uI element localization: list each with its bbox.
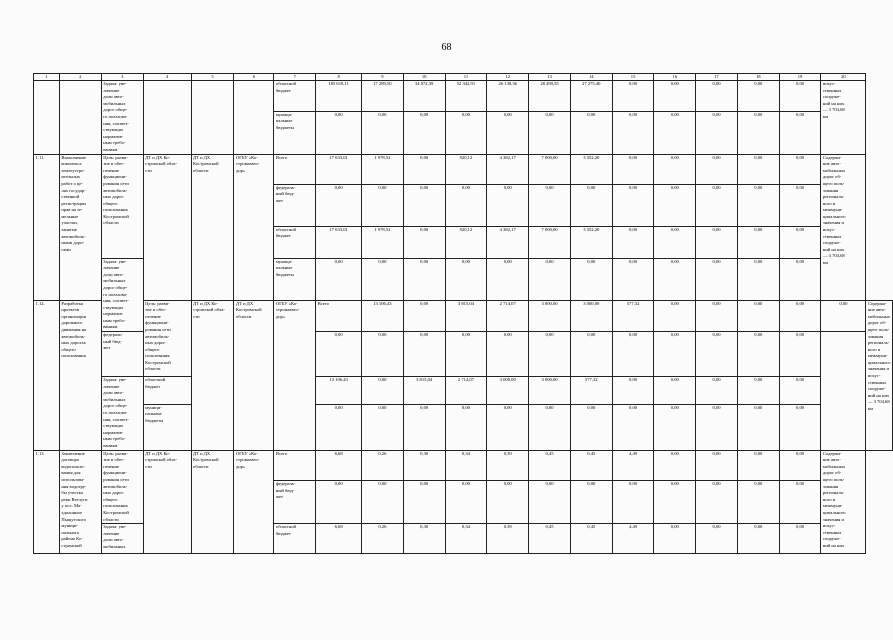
goal-task-text: Задача: уве- личение доли авто- мобильных дорог обще- го пользова- ния, соответ- ствующих норматив- ным требо- ваниям bbox=[101, 377, 143, 451]
column-number: 20 bbox=[821, 74, 866, 81]
goal-task-text: Цель: разви- тие и обес- печение функциони- рования сети автомобиль- ных дорог общего пользования Костромской области bbox=[101, 450, 143, 524]
amount-cell: 3 000,00 bbox=[570, 300, 612, 332]
amount-cell: 0,45 bbox=[529, 450, 571, 481]
amount-cell: 0,00 bbox=[779, 111, 821, 154]
amount-cell: 0,00 bbox=[779, 184, 821, 226]
amount-cell: 0,00 bbox=[779, 450, 821, 481]
column-number: 17 bbox=[696, 74, 738, 81]
column-number: 19 bbox=[779, 74, 821, 81]
funding-source: муници- пальные бюджеты bbox=[274, 258, 316, 300]
amount-cell: 0,00 bbox=[821, 300, 866, 332]
amount-cell: 0,00 bbox=[403, 300, 445, 332]
amount-cell: 0,00 bbox=[445, 404, 487, 450]
table-row bbox=[34, 404, 893, 450]
amount-cell: 0,00 bbox=[316, 481, 362, 524]
amount-cell: 920,12 bbox=[445, 226, 487, 258]
amount-cell: 2 714,07 bbox=[445, 377, 487, 405]
amount-cell: 0,00 bbox=[654, 226, 696, 258]
table-row bbox=[34, 154, 893, 184]
amount-cell: 0,00 bbox=[445, 332, 487, 377]
amount-cell: 3 000,00 bbox=[529, 300, 571, 332]
amount-cell: 3 352,20 bbox=[570, 226, 612, 258]
column-number: 12 bbox=[487, 74, 529, 81]
amount-cell: 0,00 bbox=[654, 404, 696, 450]
amount-cell: 7 000,00 bbox=[529, 154, 571, 184]
amount-cell: 0,00 bbox=[779, 258, 821, 300]
amount-cell: 0,00 bbox=[403, 111, 445, 154]
funding-source: федераль- ный бюд- жет bbox=[274, 184, 316, 226]
column-number: 18 bbox=[737, 74, 779, 81]
goal-task-text: Цель: разви- тие и обес- печение функциони- рования сети автомобиль- ных дорог общего пользования Костромской области bbox=[101, 154, 143, 258]
table-body bbox=[34, 74, 893, 554]
amount-cell: 0,00 bbox=[737, 481, 779, 524]
column-number: 16 bbox=[654, 74, 696, 81]
amount-cell: 34 072,39 bbox=[403, 81, 445, 112]
column-number: 4 bbox=[143, 74, 191, 81]
goal-task-text: Задача: уве- личение доли авто- мобильных bbox=[101, 524, 143, 554]
amount-cell: 4 382,17 bbox=[487, 226, 529, 258]
amount-cell: 0,00 bbox=[316, 111, 362, 154]
amount-cell: 577,32 bbox=[612, 300, 654, 332]
expected-result: Содержа- ние авто- мобильных дорог об- щего поль- зования региональ- ного и межмуни- ципального значения и искус- ственных сооруже- ний на них — 3 704,68 км bbox=[866, 300, 893, 450]
amount-cell: 0,00 bbox=[361, 404, 403, 450]
amount-cell: 0,00 bbox=[361, 184, 403, 226]
amount-cell: 0,39 bbox=[487, 450, 529, 481]
amount-cell: 0,00 bbox=[487, 332, 529, 377]
participant: ДТ и ДХ Костромской области bbox=[234, 300, 274, 450]
funding-source: Всего bbox=[274, 450, 316, 481]
amount-cell: 0,00 bbox=[612, 81, 654, 112]
amount-cell: 6,68 bbox=[316, 524, 362, 554]
amount-cell: 3 000,00 bbox=[487, 377, 529, 405]
column-number: 8 bbox=[316, 74, 362, 81]
co-executor: ОГБУ «Ко- стромаавто- дор» bbox=[234, 450, 274, 554]
funding-source: муници- пальные бюджеты bbox=[274, 111, 316, 154]
amount-cell: 0,00 bbox=[654, 184, 696, 226]
table-row bbox=[34, 377, 893, 405]
amount-cell: 0,00 bbox=[696, 450, 738, 481]
item-number: 1.12. bbox=[34, 300, 60, 450]
amount-cell: 0,00 bbox=[529, 184, 571, 226]
amount-cell: 0,00 bbox=[612, 258, 654, 300]
column-number: 7 bbox=[274, 74, 316, 81]
amount-cell: 26 138,36 bbox=[487, 81, 529, 112]
amount-cell: 0,00 bbox=[529, 481, 571, 524]
amount-cell: 0,00 bbox=[696, 81, 738, 112]
amount-cell: 0,26 bbox=[361, 450, 403, 481]
amount-cell: 17 289,50 bbox=[361, 81, 403, 112]
amount-cell: 0,00 bbox=[696, 404, 738, 450]
amount-cell: 0,00 bbox=[570, 332, 612, 377]
amount-cell: 0,00 bbox=[487, 184, 529, 226]
amount-cell: 13 106,43 bbox=[316, 377, 362, 405]
amount-cell: 0,00 bbox=[696, 332, 738, 377]
amount-cell: 0,00 bbox=[737, 258, 779, 300]
amount-cell: 0,00 bbox=[654, 154, 696, 184]
amount-cell: 0,00 bbox=[612, 332, 654, 377]
amount-cell: 0,00 bbox=[779, 300, 821, 332]
goal-task-text: Цель: разви- тие и обес- печение функциони- рования сети автомобиль- ных дорог общего пользования Костромской области bbox=[143, 300, 191, 377]
amount-cell: 0,00 bbox=[737, 154, 779, 184]
amount-cell: 0,00 bbox=[612, 481, 654, 524]
amount-cell: 0,00 bbox=[696, 154, 738, 184]
amount-cell: 0,45 bbox=[570, 450, 612, 481]
amount-cell: 0,00 bbox=[316, 332, 362, 377]
amount-cell: 577,32 bbox=[570, 377, 612, 405]
amount-cell: 4 382,17 bbox=[487, 154, 529, 184]
goal-task-text: Задача: уве- личение доли авто- мобильных дорог обще- го пользова- ния, соответ- ствующих норматив- ным требо- ваниям bbox=[101, 81, 143, 155]
amount-cell: 0,00 bbox=[487, 404, 529, 450]
amount-cell: 0,00 bbox=[445, 184, 487, 226]
funding-source: областной бюджет bbox=[274, 226, 316, 258]
amount-cell: 17 633,01 bbox=[316, 226, 362, 258]
table-row bbox=[34, 450, 893, 481]
amount-cell: 4,49 bbox=[612, 450, 654, 481]
amount-cell: 0,00 bbox=[737, 450, 779, 481]
funding-source: федераль- ный бюд- жет bbox=[101, 332, 143, 377]
amount-cell: 1 978,52 bbox=[361, 154, 403, 184]
column-number-row bbox=[34, 74, 893, 81]
amount-cell: 0,00 bbox=[403, 258, 445, 300]
amount-cell: 0,00 bbox=[316, 258, 362, 300]
participant bbox=[191, 81, 234, 155]
amount-cell: 6,68 bbox=[316, 450, 362, 481]
amount-cell: 0,00 bbox=[403, 404, 445, 450]
amount-cell: 0,00 bbox=[529, 404, 571, 450]
activity-name: Выполнение комплекса землеустро- ительных работ о це- лях государ- ственной регистрации прав на зе- мельные участки, занятые автомобиль- ными доро- гами bbox=[59, 154, 101, 300]
amount-cell: 0,00 bbox=[316, 184, 362, 226]
amount-cell: 0,00 bbox=[654, 332, 696, 377]
participant: ДТ и ДХ Костромской области bbox=[191, 450, 234, 554]
amount-cell: 17 633,01 bbox=[316, 154, 362, 184]
amount-cell: 0,00 bbox=[737, 300, 779, 332]
amount-cell: 0,00 bbox=[737, 332, 779, 377]
executor bbox=[143, 81, 191, 155]
amount-cell: 0,00 bbox=[403, 481, 445, 524]
column-number: 5 bbox=[191, 74, 234, 81]
amount-cell: 3 815,04 bbox=[445, 300, 487, 332]
amount-cell: 3 815,04 bbox=[403, 377, 445, 405]
amount-cell: 0,00 bbox=[487, 258, 529, 300]
column-number: 9 bbox=[361, 74, 403, 81]
amount-cell: 0,00 bbox=[403, 154, 445, 184]
amount-cell: 0,00 bbox=[654, 524, 696, 554]
expected-result: Содержа- ние авто- мобильных дорог об- щего поль- зования региональ- ного и межмуни- ципального значения и искус- ственных сооруже- ний на них — 3 704,68 км bbox=[821, 154, 866, 300]
amount-cell: 0,00 bbox=[654, 81, 696, 112]
amount-cell: 0,00 bbox=[654, 450, 696, 481]
amount-cell: 0,00 bbox=[487, 481, 529, 524]
amount-cell: 0,45 bbox=[529, 524, 571, 554]
goal-task-text: Задача: уве- личение доли авто- мобильных дорог обще- го пользова- ния, соответ- ствующих норматив- ным требо- ваниям bbox=[101, 258, 143, 332]
amount-cell: 0,00 bbox=[779, 81, 821, 112]
executor: ДТ и ДХ Ко- стромской обла- сти bbox=[191, 300, 234, 450]
amount-cell: 0,00 bbox=[570, 481, 612, 524]
column-number: 6 bbox=[234, 74, 274, 81]
co-executor: ОГБУ «Ко- стромаавто- дор» bbox=[274, 300, 316, 450]
amount-cell: 0,00 bbox=[570, 258, 612, 300]
amount-cell: 2 714,07 bbox=[487, 300, 529, 332]
amount-cell: 0,00 bbox=[654, 377, 696, 405]
amount-cell: 0,00 bbox=[445, 111, 487, 154]
amount-cell: 0,00 bbox=[445, 258, 487, 300]
amount-cell: 0,39 bbox=[487, 524, 529, 554]
expected-result: искус- ственных сооруже- ний на них — 3 704,68 км bbox=[821, 81, 866, 155]
amount-cell: 0,00 bbox=[696, 226, 738, 258]
funding-source: Всего bbox=[274, 154, 316, 184]
amount-cell: 3 000,00 bbox=[529, 377, 571, 405]
amount-cell: 7 000,00 bbox=[529, 226, 571, 258]
amount-cell: 0,00 bbox=[779, 404, 821, 450]
amount-cell: 0,00 bbox=[654, 258, 696, 300]
activity-name: Заключение договора водопользо- вания для использова- ния водотру- бы участка реки Ветлуги у пос. Ма- хдалонное Пыщугского муници- пального района Ко- стромской bbox=[59, 450, 101, 554]
amount-cell: 0,00 bbox=[361, 332, 403, 377]
page-number: 68 bbox=[441, 42, 452, 53]
amount-cell: 0,00 bbox=[779, 332, 821, 377]
item-number: 1.13. bbox=[34, 450, 60, 554]
amount-cell: 4,49 bbox=[612, 524, 654, 554]
amount-cell: 0,00 bbox=[737, 111, 779, 154]
co-executor bbox=[234, 81, 274, 155]
amount-cell: 0,00 bbox=[529, 111, 571, 154]
activity-name: Разработка проектов организации дорожного движения на автомобиль- ных дорогах общего пользования bbox=[59, 300, 101, 450]
funding-source: областной бюджет bbox=[274, 81, 316, 112]
amount-cell: 0,00 bbox=[737, 184, 779, 226]
amount-cell: 1 978,52 bbox=[361, 226, 403, 258]
column-number: 2 bbox=[59, 74, 101, 81]
table-row bbox=[34, 81, 893, 112]
amount-cell: 0,00 bbox=[487, 111, 529, 154]
amount-cell: 0,00 bbox=[612, 111, 654, 154]
funding-source: муници- пальные бюджеты bbox=[143, 404, 191, 450]
amount-cell: 0,00 bbox=[779, 524, 821, 554]
amount-cell: 0,00 bbox=[529, 332, 571, 377]
activity-name bbox=[59, 81, 101, 155]
amount-cell: 0,00 bbox=[612, 154, 654, 184]
amount-cell: 0,00 bbox=[403, 332, 445, 377]
amount-cell: 0,00 bbox=[361, 258, 403, 300]
amount-cell: 0,00 bbox=[696, 300, 738, 332]
amount-cell: 185 618,11 bbox=[316, 81, 362, 112]
column-number: 13 bbox=[529, 74, 571, 81]
amount-cell: 0,00 bbox=[737, 226, 779, 258]
amount-cell: 0,00 bbox=[737, 81, 779, 112]
amount-cell: 0,00 bbox=[737, 377, 779, 405]
amount-cell: 0,00 bbox=[403, 226, 445, 258]
amount-cell: 0,34 bbox=[445, 524, 487, 554]
amount-cell: 0,00 bbox=[361, 481, 403, 524]
funding-source: федераль- ный бюд- жет bbox=[274, 481, 316, 524]
amount-cell: 0,00 bbox=[696, 184, 738, 226]
column-number: 1 bbox=[34, 74, 60, 81]
table-row bbox=[34, 300, 893, 332]
column-number: 14 bbox=[570, 74, 612, 81]
amount-cell: 0,00 bbox=[779, 154, 821, 184]
amount-cell: 0,00 bbox=[779, 377, 821, 405]
amount-cell: 0,00 bbox=[654, 111, 696, 154]
amount-cell: 0,30 bbox=[403, 524, 445, 554]
amount-cell: 0,00 bbox=[361, 377, 403, 405]
amount-cell: 27 275,40 bbox=[570, 81, 612, 112]
column-number: 10 bbox=[403, 74, 445, 81]
amount-cell: 0,34 bbox=[445, 450, 487, 481]
amount-cell: 52 342,91 bbox=[445, 81, 487, 112]
amount-cell: 0,00 bbox=[696, 377, 738, 405]
amount-cell: 0,00 bbox=[316, 404, 362, 450]
amount-cell: 0,30 bbox=[403, 450, 445, 481]
amount-cell: 3 352,20 bbox=[570, 154, 612, 184]
amount-cell: 0,00 bbox=[779, 481, 821, 524]
amount-cell: 0,00 bbox=[654, 481, 696, 524]
amount-cell: 0,00 bbox=[612, 404, 654, 450]
amount-cell: 0,00 bbox=[612, 226, 654, 258]
funding-source: Всего bbox=[316, 300, 362, 332]
amount-cell: 13 106,43 bbox=[361, 300, 403, 332]
amount-cell: 0,00 bbox=[403, 184, 445, 226]
amount-cell: 0,00 bbox=[612, 377, 654, 405]
program-table bbox=[33, 73, 893, 554]
amount-cell: 0,00 bbox=[570, 404, 612, 450]
amount-cell: 0,26 bbox=[361, 524, 403, 554]
amount-cell: 0,00 bbox=[696, 111, 738, 154]
column-number: 15 bbox=[612, 74, 654, 81]
amount-cell: 0,00 bbox=[612, 184, 654, 226]
amount-cell: 920,12 bbox=[445, 154, 487, 184]
amount-cell: 0,00 bbox=[654, 300, 696, 332]
amount-cell: 28 499,55 bbox=[529, 81, 571, 112]
column-number: 11 bbox=[445, 74, 487, 81]
amount-cell: 0,00 bbox=[361, 111, 403, 154]
co-executor: ОГБУ «Ко- стромаавто- дор» bbox=[234, 154, 274, 300]
amount-cell: 0,00 bbox=[445, 481, 487, 524]
item-number bbox=[34, 81, 60, 155]
participant: ДТ и ДХ Костромской области bbox=[191, 154, 234, 300]
amount-cell: 0,00 bbox=[529, 258, 571, 300]
amount-cell: 0,00 bbox=[696, 481, 738, 524]
amount-cell: 0,00 bbox=[696, 258, 738, 300]
funding-source: областной бюджет bbox=[274, 524, 316, 554]
amount-cell: 0,00 bbox=[737, 404, 779, 450]
amount-cell: 0,00 bbox=[696, 524, 738, 554]
amount-cell: 0,00 bbox=[570, 184, 612, 226]
amount-cell: 0,00 bbox=[779, 226, 821, 258]
expected-result: Содержа- ние авто- мобильных дорог об- щего поль- зования региональ- ного и межмуни- ципального значения и искус- ственных сооруже- ний на них bbox=[821, 450, 866, 554]
executor: ДТ и ДХ Ко- стромской обла- сти bbox=[143, 154, 191, 300]
amount-cell: 0,00 bbox=[570, 111, 612, 154]
item-number: 1.11. bbox=[34, 154, 60, 300]
funding-source: областной бюджет bbox=[143, 377, 191, 405]
amount-cell: 0,45 bbox=[570, 524, 612, 554]
amount-cell: 0,00 bbox=[737, 524, 779, 554]
executor: ДТ и ДХ Ко- стромской обла- сти bbox=[143, 450, 191, 554]
column-number: 3 bbox=[101, 74, 143, 81]
